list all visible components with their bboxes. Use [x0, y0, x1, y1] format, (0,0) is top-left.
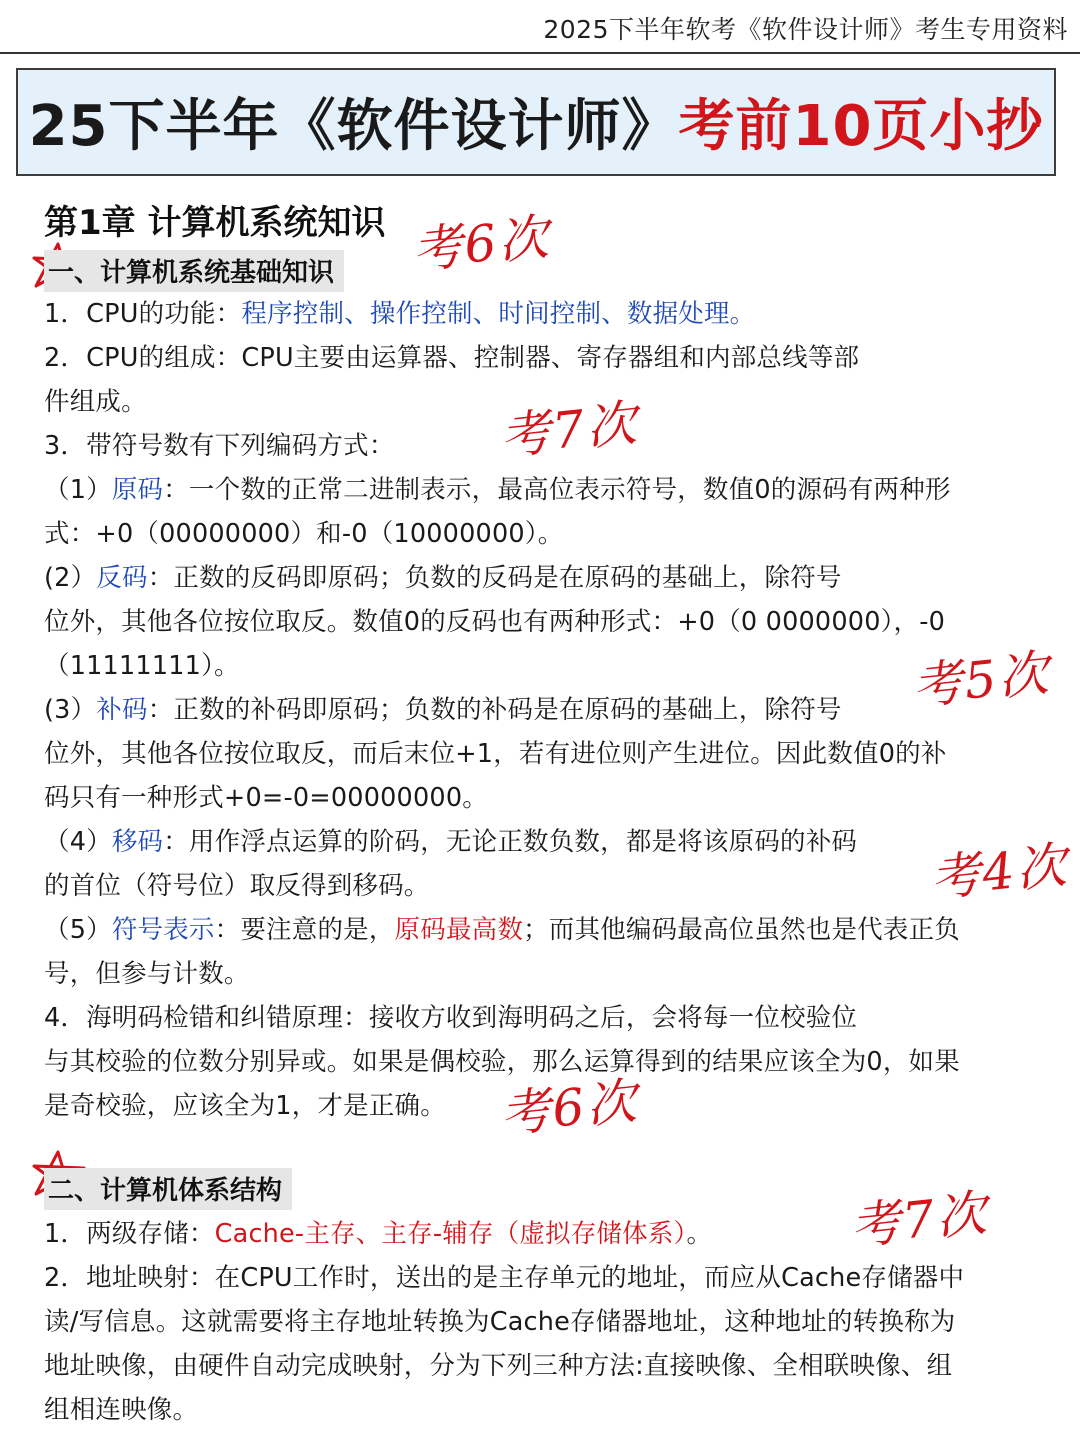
- chapter-heading: 第1章 计算机系统知识: [44, 203, 386, 243]
- text-line: （4）移码：用作浮点运算的阶码，无论正数负数，都是将该原码的补码: [44, 827, 858, 857]
- text-line: 位外，其他各位按位取反，而后末位+1，若有进位则产生进位。因此数值0的补: [44, 739, 947, 769]
- text-line: 2．CPU的组成：CPU主要由运算器、控制器、寄存器组和内部总线等部: [44, 343, 860, 373]
- page-title: [16, 68, 1056, 176]
- text-line: 与其校验的位数分别异或。如果是偶校验，那么运算得到的结果应该全为0，如果: [44, 1047, 960, 1077]
- text-line: 1．CPU的功能：程序控制、操作控制、时间控制、数据处理。: [44, 299, 756, 329]
- red-highlight-text: 原码最高数: [394, 915, 524, 945]
- term-label: 原码: [111, 475, 164, 505]
- text-line: 组相连映像。: [44, 1395, 199, 1425]
- red-highlight-text: Cache-主存、主存-辅存（虚拟存储体系）: [214, 1219, 687, 1249]
- section-heading-1: 一、计算机系统基础知识: [44, 250, 344, 292]
- title-main: 25下半年《软件设计师》: [28, 94, 679, 159]
- text-line: 位外，其他各位按位取反。数值0的反码也有两种形式：+0（0 0000000），-0: [44, 607, 946, 637]
- text-line: （11111111）。: [44, 651, 240, 681]
- handwritten-annotation: 考6次: [409, 207, 553, 281]
- text-line: (3）补码：正数的补码即原码；负数的补码是在原码的基础上，除符号: [44, 695, 842, 725]
- text-line: （1）原码：一个数的正常二进制表示，最高位表示符号，数值0的源码有两种形: [44, 475, 951, 505]
- handwritten-annotation: 考7次: [497, 393, 641, 467]
- term-label: 移码: [111, 827, 164, 857]
- text-line: 是奇校验，应该全为1，才是正确。: [44, 1091, 446, 1121]
- text-line: 件组成。: [44, 387, 147, 417]
- title-accent: 考前10页小抄: [678, 94, 1044, 159]
- section-heading-2: 二、计算机体系结构: [44, 1168, 292, 1210]
- handwritten-annotation: 考4次: [927, 835, 1071, 909]
- text-line: 的首位（符号位）取反得到移码。: [44, 871, 430, 901]
- document-header: [0, 0, 1080, 54]
- highlight-text: 程序控制、操作控制、时间控制、数据处理。: [241, 299, 756, 329]
- text-line: 地址映像，由硬件自动完成映射，分为下列三种方法:直接映像、全相联映像、组: [44, 1351, 953, 1381]
- term-label: 符号表示: [111, 915, 215, 945]
- text-line: 式：+0（00000000）和-0（10000000）。: [44, 519, 564, 549]
- text-line: 4．海明码检错和纠错原理：接收方收到海明码之后，会将每一位校验位: [44, 1003, 858, 1033]
- term-label: 反码: [96, 563, 148, 593]
- header-text: 2025下半年软考《软件设计师》考生专用资料: [543, 15, 1068, 44]
- text-line: （5）符号表示：要注意的是，原码最高数；而其他编码最高位虽然也是代表正负: [44, 915, 960, 945]
- handwritten-annotation: 考6次: [497, 1071, 641, 1145]
- term-label: 补码: [96, 695, 148, 725]
- text-line: 读/写信息。这就需要将主存地址转换为Cache存储器地址，这种地址的转换称为: [44, 1307, 956, 1337]
- text-line: 1．两级存储：Cache-主存、主存-辅存（虚拟存储体系）。: [44, 1219, 713, 1249]
- handwritten-annotation: 考7次: [847, 1183, 991, 1257]
- text-line: 3．带符号数有下列编码方式：: [44, 431, 395, 461]
- text-line: (2）反码：正数的反码即原码；负数的反码是在原码的基础上，除符号: [44, 563, 842, 593]
- text-line: 码只有一种形式+0=-0=00000000。: [44, 783, 488, 813]
- text-line: 2．地址映射：在CPU工作时，送出的是主存单元的地址，而应从Cache存储器中: [44, 1263, 965, 1293]
- text-line: 号，但参与计数。: [44, 959, 250, 989]
- handwritten-annotation: 考5次: [909, 643, 1053, 717]
